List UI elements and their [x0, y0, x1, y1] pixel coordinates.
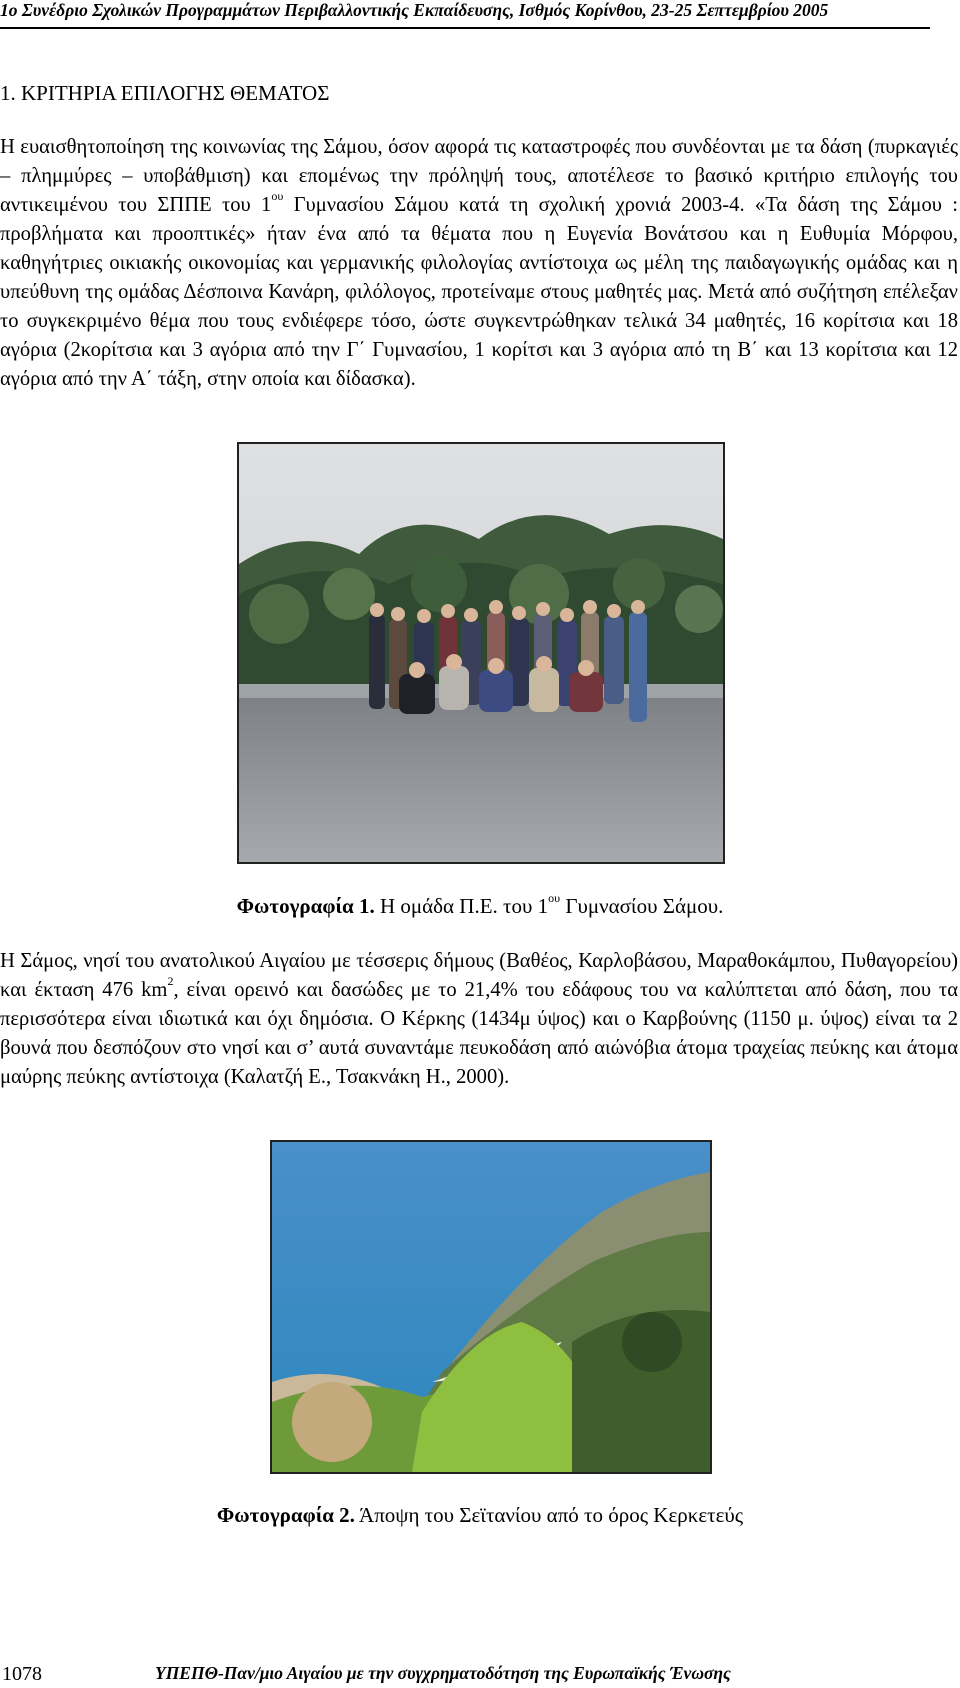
section-heading: 1. ΚΡΙΤΗΡΙΑ ΕΠΙΛΟΓΗΣ ΘΕΜΑΤΟΣ	[0, 81, 330, 105]
superscript: ου	[271, 189, 284, 204]
group-photo	[237, 442, 725, 864]
paragraph-selection-criteria	[0, 133, 958, 394]
paragraph-text: , είναι ορεινό και δασώδες με το 21,4% του εδάφους του να καλύπτεται από δάση, που τα περισσότερα είναι ιδιωτικά και όχι δημόσια. Ο Κέρκης (1434μ ύψος) και ο Καρβούνης (1150 μ. ύψος) είναι τα 2 βουνά που δεσπόζουν στο νησί και σ’ αυτά συναντάμε πευκοδάση από αιώνόβια άτομα τραχείας πεύκης και άτομα μαύρης πεύκης αντίστοιχα (Καλατζή Ε., Τσακνάκη Η., 2000).	[0, 979, 958, 1088]
running-header: 1ο Συνέδριο Σχολικών Προγραμμάτων Περιβαλλοντικής Εκπαίδευσης, Ισθμός Κορίνθου, 23-25 Σεπτεμβρίου 2005	[0, 0, 829, 20]
caption-text: Γυμνασίου Σάμου.	[560, 894, 724, 918]
header-divider	[0, 27, 930, 29]
page-number: 1078	[2, 1663, 42, 1685]
caption-label: Φωτογραφία 2.	[216, 1503, 355, 1527]
paragraph-text: Η ευαισθητοποίηση της κοινωνίας της Σάμου, όσον αφορά τις καταστροφές που συνδέονται με τα δάση (πυρκαγιές – πλημμύρες – υποβάθμιση) και επομένως την πρόληψή τους, αποτέλεσε το βασικό κριτήριο επιλογής του αντικειμένου του ΣΠΠΕ του 1	[0, 136, 958, 216]
photo-caption-2	[0, 1503, 960, 1528]
paragraph-samos-description	[0, 947, 958, 1092]
group-photo-image	[239, 444, 723, 862]
running-footer: ΥΠΕΠΘ-Παν/μιο Αιγαίου με την συγχρηματοδότηση της Ευρωπαϊκής Ένωσης	[155, 1663, 731, 1683]
superscript: ου	[548, 891, 561, 905]
caption-text: Η ομάδα Π.Ε. του 1	[374, 894, 549, 918]
paragraph-text: Η Σάμος, νησί του ανατολικού Αιγαίου με τέσσερις δήμους (Βαθέος, Καρλοβάσου, Μαραθοκάμπου, Πυθαγορείου) και έκταση 476 km	[0, 950, 958, 1001]
caption-text: Άποψη του Σεϊτανίου από το όρος Κερκετεύς	[354, 1503, 744, 1527]
photo-caption-1	[0, 891, 960, 919]
paragraph-text: Γυμνασίου Σάμου κατά τη σχολική χρονιά 2003-4. «Τα δάση της Σάμου : προβλήματα και προοπτικές» ήταν ένα από τα θέματα που η Ευγενία Βονάτσου και η Ευθυμία Μόρφου, καθηγήτριες οικιακής οικονομίας και γερμανικής φιλολογίας αντίστοιχα ως μέλη της παιδαγωγικής ομάδας και η υπεύθυνη της ομάδας Δέσποινα Κανάρη, φιλόλογος, προτείναμε στους μαθητές μας. Μετά από συζήτηση επέλεξαν το συγκεκριμένο θέμα που τους ενδιέφερε τόσο, ώστε συγκεντρώθηκαν τελικά 34 μαθητές, 16 κορίτσια και 18 αγόρια (2κορίτσια και 3 αγόρια από την Γ΄ Γυμνασίου, 1 κορίτσι και 3 αγόρια από τη Β΄ και 13 κορίτσια και 12 αγόρια από την Α΄ τάξη, στην οποία και δίδασκα).	[0, 194, 958, 390]
caption-label: Φωτογραφία 1.	[236, 894, 375, 918]
coastline-photo	[270, 1140, 712, 1474]
superscript: 2	[167, 974, 174, 989]
coastline-photo-image	[272, 1142, 710, 1472]
